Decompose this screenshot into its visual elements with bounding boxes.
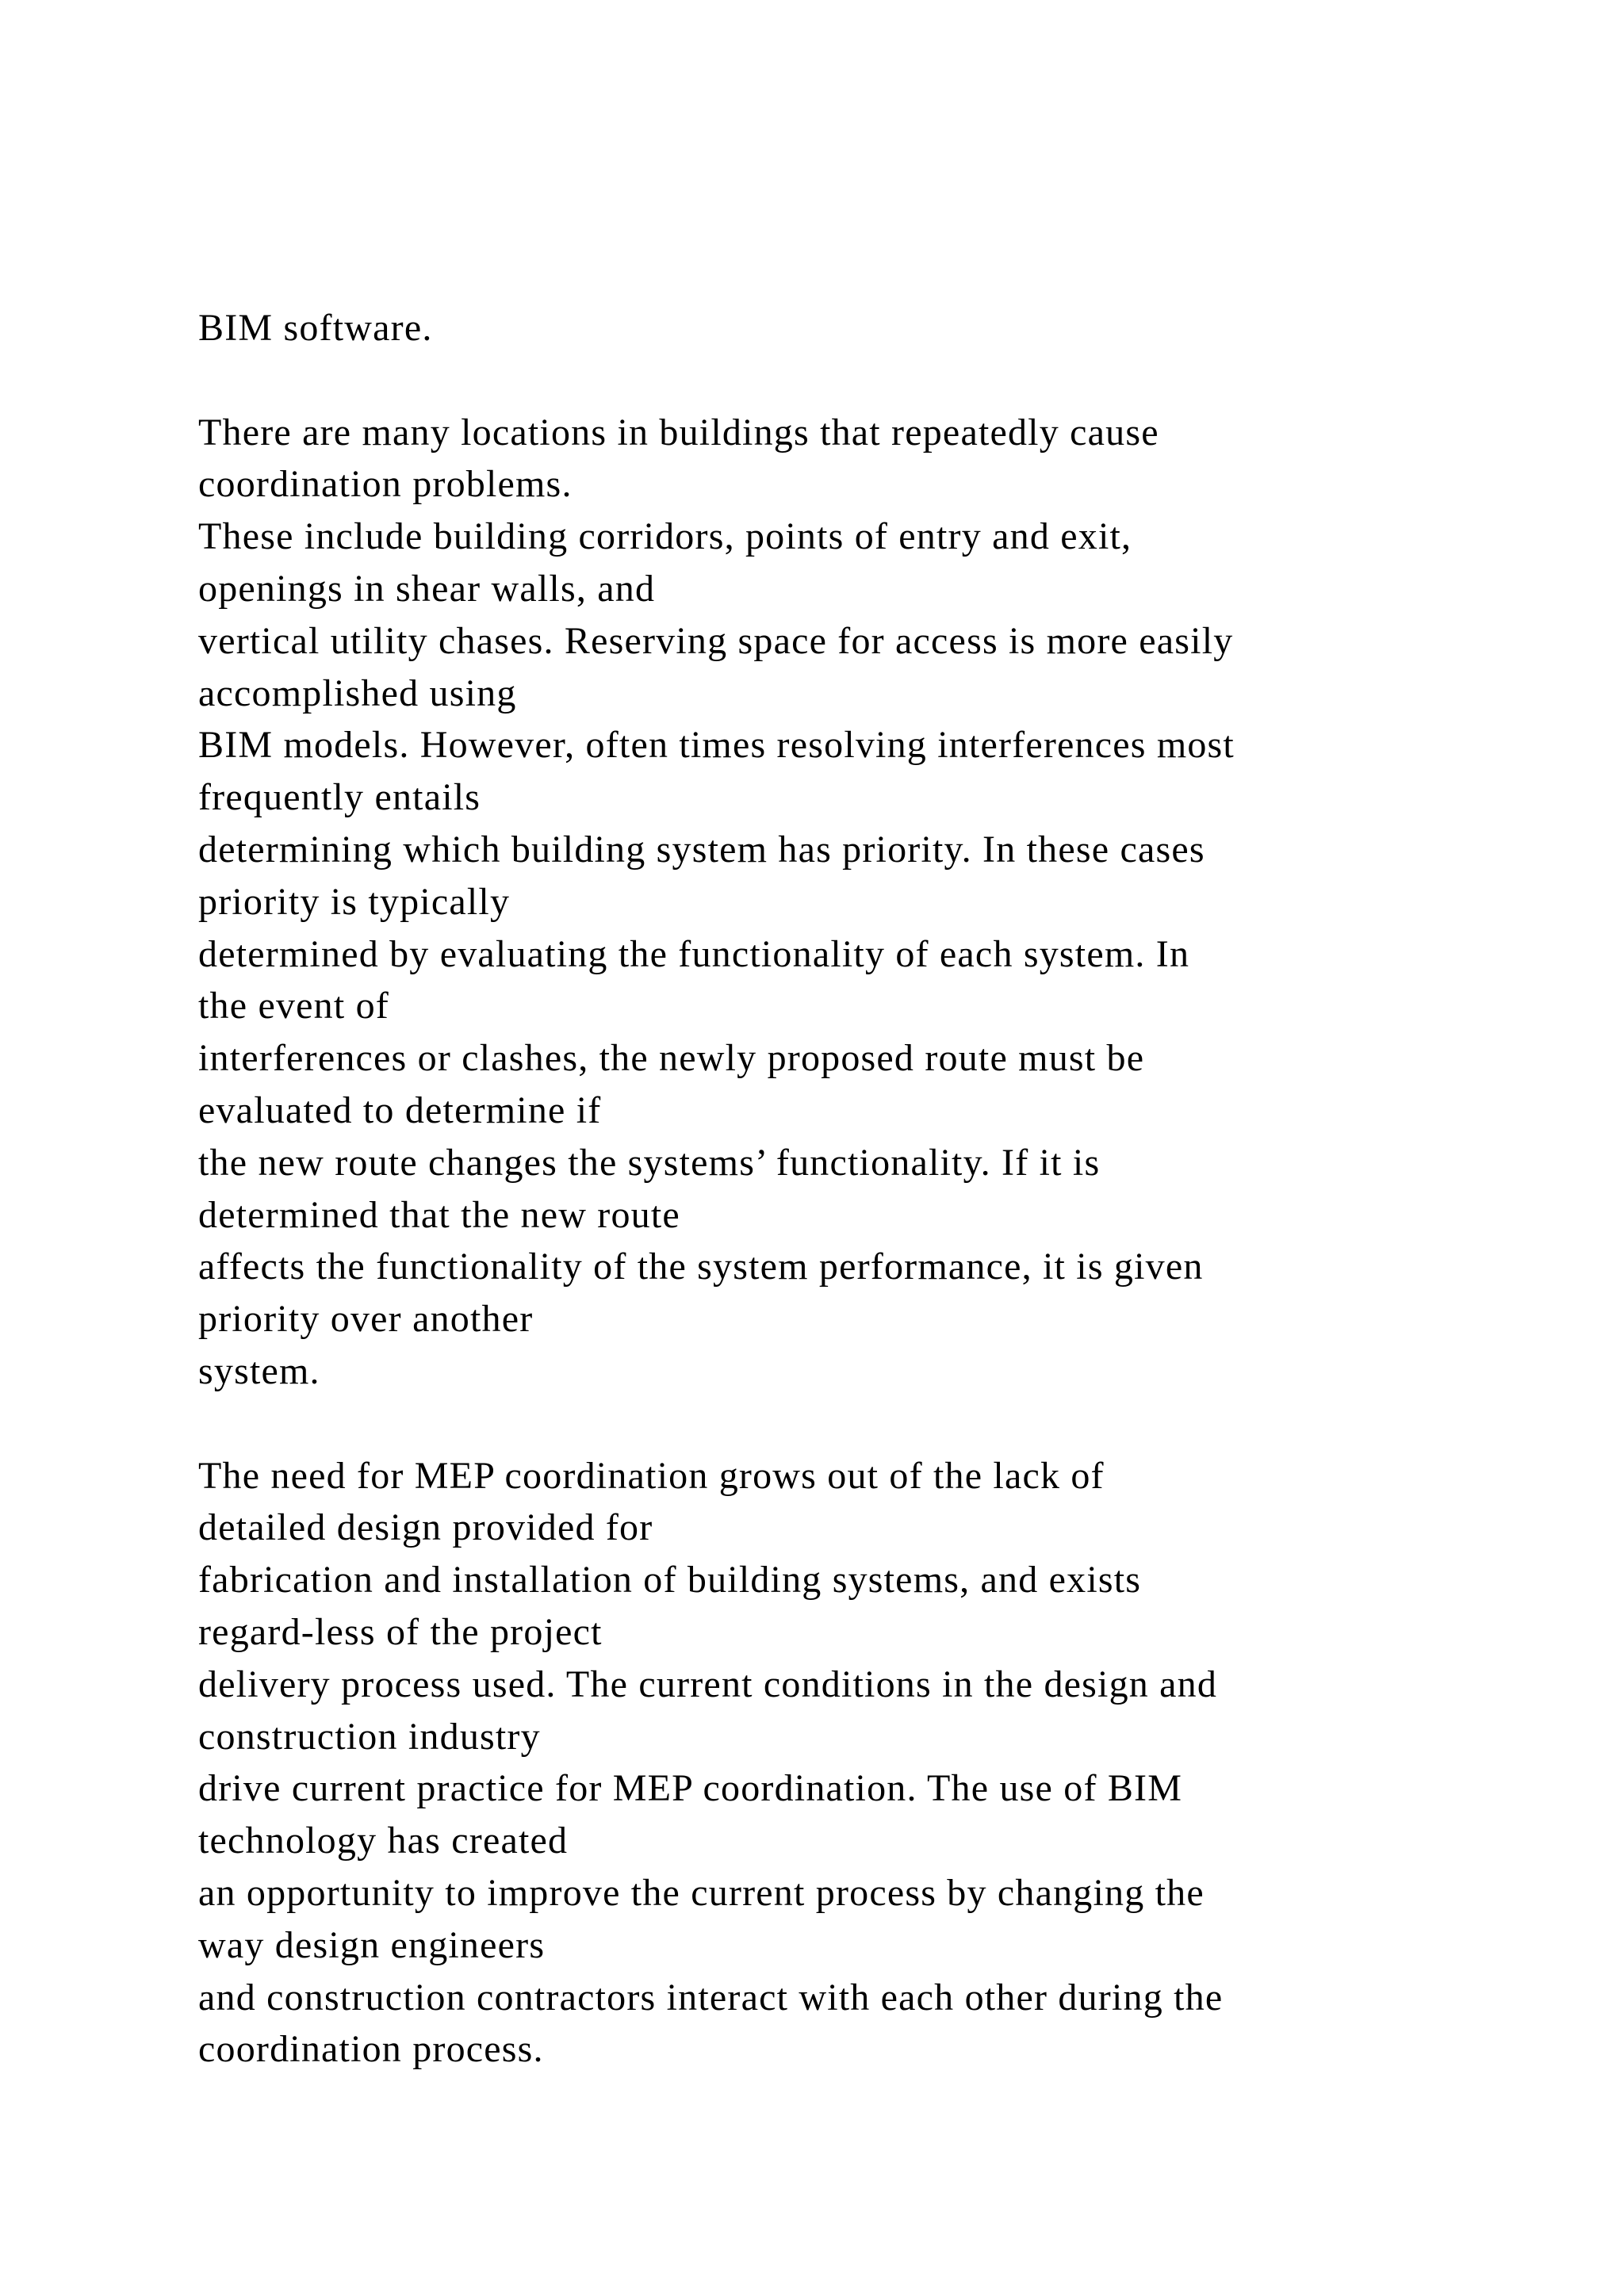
text-line: evaluated to determine if [198,1089,602,1131]
text-line: accomplished using [198,672,517,714]
text-line: determined that the new route [198,1193,680,1236]
text-line: construction industry [198,1715,541,1758]
text-line: interferences or clashes, the newly proposed route must be [198,1037,1145,1080]
blank-line [198,354,1594,407]
text-line: openings in shear walls, and [198,567,656,610]
text-line: priority is typically [198,880,511,923]
text-line: way design engineers [198,1923,546,1966]
text-line: system. [198,1349,320,1392]
text-line: coordination process. [198,2028,544,2071]
text-line: priority over another [198,1298,534,1341]
text-line: technology has created [198,1820,569,1862]
text-line: delivery process used. The current conditions in the design and [198,1663,1218,1705]
text-line: fabrication and installation of building systems, and exists [198,1559,1142,1601]
text-line: frequently entails [198,776,481,819]
text-line: and construction contractors interact with each other during the [198,1976,1224,2019]
text-line: There are many locations in buildings that repeatedly cause [198,411,1159,453]
text-line: BIM software. [198,307,433,349]
text-line: drive current practice for MEP coordination. The use of BIM [198,1767,1183,1810]
text-line: an opportunity to improve the current process by changing the [198,1871,1205,1914]
text-line: regard-less of the project [198,1610,603,1653]
text-line: affects the functionality of the system performance, it is given [198,1246,1204,1288]
text-line: vertical utility chases. Reserving space for access is more easily [198,619,1234,662]
text-line: determined by evaluating the functionality of each system. In [198,932,1190,975]
text-line: the event of [198,985,389,1027]
document-body [198,302,1594,2076]
text-line: These include building corridors, points of entry and exit, [198,515,1132,558]
text-line: coordination problems. [198,463,573,506]
text-line: The need for MEP coordination grows out of the lack of [198,1454,1105,1497]
text-line: the new route changes the systems’ functionality. If it is [198,1141,1101,1184]
text-line: determining which building system has priority. In these cases [198,828,1205,871]
blank-line [198,1398,1594,1450]
text-line: detailed design provided for [198,1506,653,1549]
text-line: BIM models. However, often times resolving interferences most [198,724,1235,767]
